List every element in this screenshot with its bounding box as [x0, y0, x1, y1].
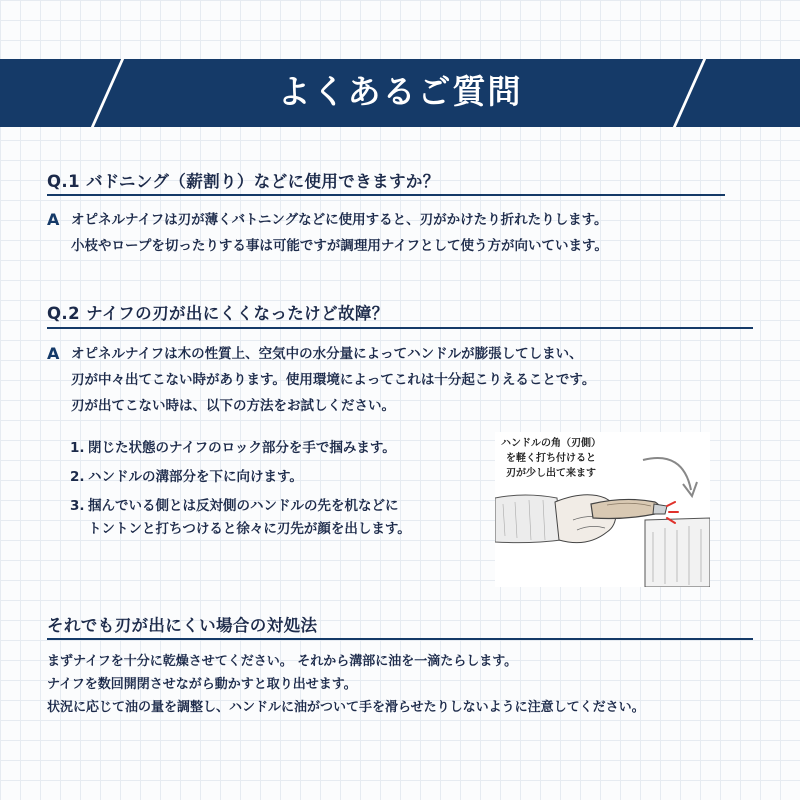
section-3-title: それでも刃が出にくい場合の対処法	[47, 616, 318, 635]
step-number: 1.	[70, 440, 85, 456]
step-item	[70, 495, 411, 541]
section-3-line: まずナイフを十分に乾燥させてください。 それから溝部に油を一滴たらします。	[47, 654, 518, 669]
caption-line: 刃が少し出て来ます	[506, 468, 596, 479]
section-3-divider	[47, 638, 753, 640]
step-item	[70, 466, 411, 489]
question-2-title: Q.2 ナイフの刃が出にくくなったけど故障？	[47, 304, 389, 323]
steps-list	[70, 437, 411, 547]
header-banner	[0, 59, 800, 127]
step-number: 3.	[70, 498, 85, 514]
step-text: 掴んでいる側とは反対側のハンドルの先を机などに	[88, 498, 399, 514]
question-1-divider	[47, 194, 725, 196]
illustration-caption	[501, 436, 601, 481]
knife-illustration	[495, 432, 710, 587]
section-3-line: 状況に応じて油の量を調整し、ハンドルに油がついて手を滑らせたりしないように注意してください。	[47, 700, 645, 715]
caption-line: を軽く打ち付けると	[506, 453, 596, 464]
answer-2-line: オピネルナイフは木の性質上、空気中の水分量によってハンドルが膨張してしまい、	[71, 346, 583, 362]
answer-2-line: 刃が中々出てこない時があります。使用環境によってこれは十分起こりえることです。	[71, 372, 596, 388]
answer-1-mark: A	[47, 210, 60, 229]
answer-2-text	[71, 341, 595, 419]
section-3-text	[47, 650, 645, 719]
page-title: よくあるご質問	[277, 72, 523, 111]
step-text-continued: トントンと打ちつけると徐々に刃先が顔を出します。	[88, 521, 411, 537]
answer-1-line: 小枝やロープを切ったりする事は可能ですが調理用ナイフとして使う方が向いています。	[71, 238, 608, 254]
answer-1-text	[71, 207, 608, 259]
answer-1-line: オピネルナイフは刃が薄くバトニングなどに使用すると、刃がかけたり折れたりします。	[71, 212, 608, 228]
step-text: 閉じた状態のナイフのロック部分を手で掴みます。	[88, 440, 396, 456]
step-item	[70, 437, 411, 460]
question-1-title: Q.1 バドニング（薪割り）などに使用できますか？	[47, 172, 440, 191]
answer-2-mark: A	[47, 344, 60, 363]
step-text: ハンドルの溝部分を下に向けます。	[88, 469, 303, 485]
question-2-divider	[47, 327, 753, 329]
step-number: 2.	[70, 469, 85, 485]
section-3-line: ナイフを数回開閉させながら動かすと取り出せます。	[47, 677, 357, 692]
answer-2-line: 刃が出てこない時は、以下の方法をお試しください。	[71, 398, 395, 414]
caption-line: ハンドルの角（刃側）	[501, 438, 601, 449]
